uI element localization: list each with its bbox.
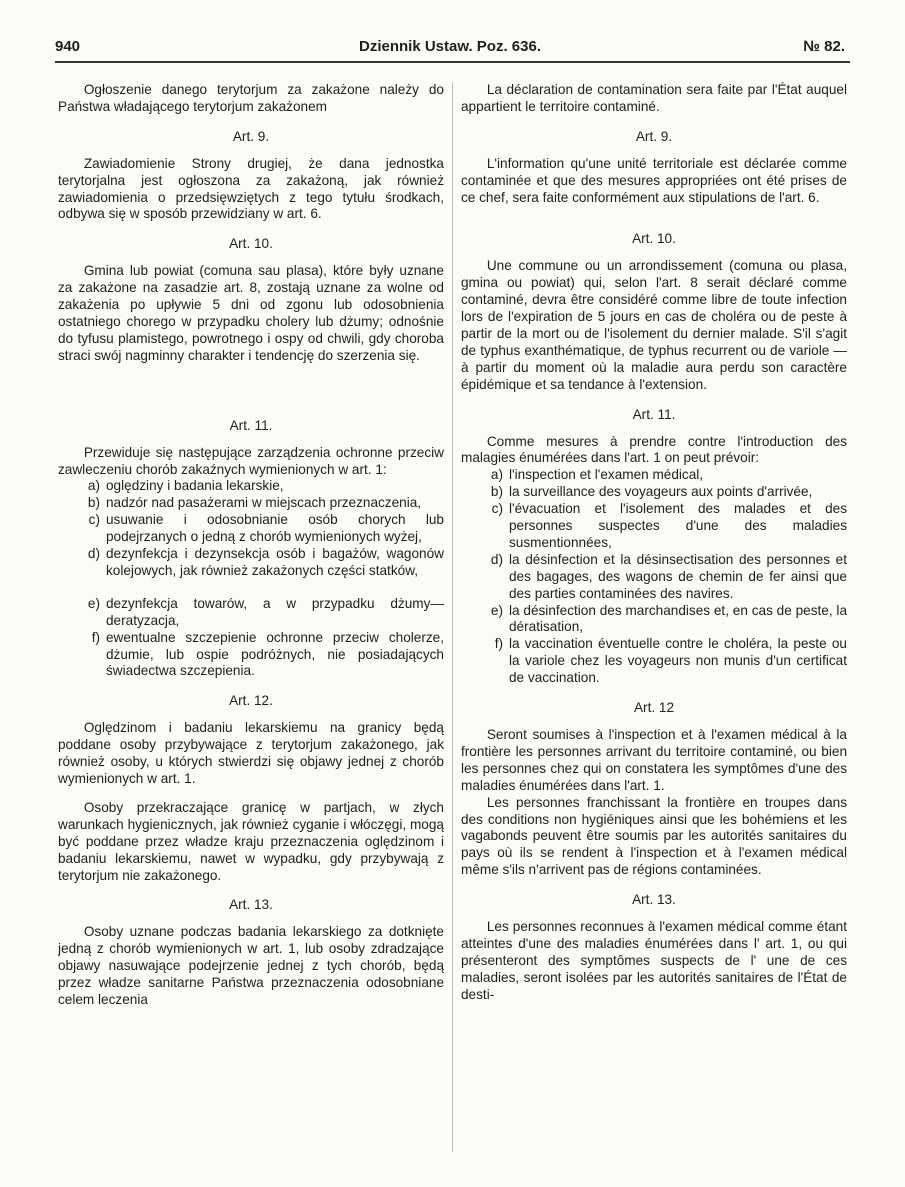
item-letter: b) — [490, 484, 503, 500]
intro-paragraph: Ogłoszenie danego terytorjum za zakażone należy do Państwa władającego terytorjum zakażonem — [58, 82, 444, 114]
article-heading: Art. 11. — [632, 406, 676, 422]
article-heading: Art. 11. — [229, 417, 273, 433]
article-paragraph: Une commune ou un arrondissement (comuna ou plasa, gmina ou powiat) qui, selon l'art. 8 serait déclaré comme contaminé, devra être considéré comme libre de toute infection lors de l'expiration de 5 jours en cas de choléra ou de peste à partir de la mort ou de l'isolement du dernier malade. S'il s'agit de typhus exanthématique, de typhus recurrent ou de variole — à partir du moment où la maladie aura perdu son caractère épidémique et sa tendance à l'extension. — [461, 258, 847, 392]
article-paragraph: Osoby uznane podczas badania lekarskiego za dotknięte jedną z chorób wymienionych w art. 1, lub osoby zdradzające objawy nasuwające podejrzenie jednej z tych chorób, będą przez władze sanitarne Państwa przeznaczenia odosobniane celem leczenia — [58, 924, 444, 1007]
list-item — [58, 630, 444, 681]
list-item — [58, 512, 444, 546]
article-paragraph: Comme mesures à prendre contre l'introduction des malagies énumérées dans l'art. 1 on peut prévoir: — [461, 433, 847, 466]
header-rule — [55, 61, 850, 63]
column-divider — [452, 82, 453, 1152]
list-item — [58, 596, 444, 630]
article-paragraph: L'information qu'une unité territoriale est déclarée comme contaminée et que des mesures appropriées ont été prises de ce chef, sera faite conformément aux stipulations de l'art. 6. — [461, 155, 847, 205]
article-paragraph: Seront soumises à l'inspection et à l'examen médical à la frontière les personnes arrivant du territoire contaminé, ou bien les personnes chez qui on constatera les symptômes d'une des maladies énumérées dans l'art. 1. — [461, 727, 847, 793]
item-letter: a) — [87, 478, 100, 494]
item-text: nadzór nad pasażerami w miejscach przeznaczenia, — [106, 495, 422, 511]
item-text: dezynfekcja i dezynsekcja osób i bagażów, wagonów kolejowych, jak również zakażonych części statków, — [106, 546, 444, 578]
measures-list — [58, 478, 444, 680]
item-text: ewentualne szczepienie ochronne przeciw cholerze, dżumie, lub ospie podróżnych, nie posiadających świadectwa szczepienia. — [106, 629, 444, 679]
item-text: dezynfekcja towarów, a w przypadku dżumy—deratyzacja, — [106, 595, 444, 628]
intro-paragraph: La déclaration de contamination sera faite par l'État auquel appartient le territoire contaminé. — [461, 82, 847, 114]
polish-column — [58, 82, 444, 1172]
item-letter: d) — [490, 551, 503, 567]
item-text: la désinfection et la désinsectisation des personnes et des bagages, des wagons de chemin de fer ainsi que des parties contaminées des navires. — [509, 551, 847, 601]
journal-title: Dziennik Ustaw. Poz. 636. — [359, 38, 541, 55]
item-letter: d) — [87, 546, 100, 562]
list-item — [461, 501, 847, 552]
article-paragraph: Les personnes franchissant la frontière en troupes dans des conditions non hygiéniques ainsi que les bohémiens et les vagabonds peuvent être soumis par les autorités sanitaires du pays où ils se rendent à l'inspection et à l'examen médical même s'ils n'arrivent pas de régions contaminées. — [461, 794, 847, 878]
list-item — [461, 552, 847, 603]
item-text: l'inspection et l'examen médical, — [509, 467, 704, 483]
list-item — [461, 467, 847, 484]
list-item — [461, 484, 847, 501]
list-item — [58, 546, 444, 580]
item-text: la surveillance des voyageurs aux points d'arrivée, — [509, 484, 813, 500]
item-letter: c) — [491, 501, 503, 517]
item-letter: e) — [490, 602, 503, 618]
measures-list — [461, 467, 847, 687]
item-letter: f) — [91, 629, 100, 645]
article-heading: Art. 13. — [632, 892, 676, 908]
item-text: la désinfection des marchandises et, en cas de peste, la dératisation, — [509, 602, 847, 635]
article-paragraph: Zawiadomienie Strony drugiej, że dana jednostka terytorjalna jest ogłoszona za zakażoną, jak również zawiadomienia o przedsięwziętych z tego tytułu środkach, odbywa się w sposób przewidziany w art. 6. — [58, 155, 444, 222]
page-number: 940 — [55, 38, 81, 55]
item-text: l'évacuation et l'isolement des malades et des personnes suspectes d'une des maladies susmentionnées, — [509, 501, 847, 550]
item-text: la vaccination éventuelle contre le choléra, la peste ou la variole chez les voyageurs non munis d'un certificat de vaccination. — [509, 636, 847, 686]
item-letter: c) — [88, 512, 100, 528]
article-heading: Art. 10. — [632, 231, 676, 247]
page-header — [55, 38, 845, 58]
article-heading: Art. 13. — [229, 897, 273, 913]
article-paragraph: Oględzinom i badaniu lekarskiemu na granicy będą poddane osoby przybywające z terytorjum zakażonego, jak również osoby, u których stwierdzi się objawy jednej z chorób wymienionych w art. 1. — [58, 720, 444, 786]
item-letter: a) — [490, 467, 503, 483]
french-column — [461, 82, 847, 1172]
article-paragraph: Gmina lub powiat (comuna sau plasa), które były uznane za zakażone na zasadzie art. 8, zostają uznane za wolne od zakażenia po upływie 5 dni od zgonu lub odosobnienia ostatniego chorego w przypadku cholery lub dżumy; odnośnie do tyfusu plamistego, powrotnego i ospy od chwili, gdy choroba straci swój nagminny charakter i tendencję do szerzenia się. — [58, 263, 444, 363]
article-heading: Art. 10. — [229, 236, 273, 252]
article-heading: Art. 12. — [229, 693, 273, 709]
item-text: oględziny i badania lekarskie, — [106, 478, 284, 494]
item-letter: f) — [494, 636, 503, 652]
list-item — [461, 636, 847, 687]
article-heading: Art. 9. — [635, 128, 673, 144]
article-heading: Art. 12 — [633, 700, 675, 716]
issue-number: № 82. — [803, 38, 845, 55]
article-paragraph: Les personnes reconnues à l'examen médical comme étant atteintes d'une des maladies énumérées dans l' art. 1, ou qui présenteront des symptômes suspects de l' une de ces maladies, seront isolées par les autorités sanitaires de l'État de desti- — [461, 919, 847, 1002]
article-paragraph: Przewiduje się następujące zarządzenia ochronne przeciw zawleczeniu chorób zakaźnych wymienionych w art. 1: — [58, 444, 444, 477]
article-paragraph: Osoby przekraczające granicę w partjach, w złych warunkach hygienicznych, jak również cyganie i włóczęgi, mogą być poddane przez władze kraju przeznaczenia oględzinom i badaniu lekarskiemu, nawet w wypadku, gdy przybywają z terytorjum nie zakażonego. — [58, 799, 444, 883]
list-item — [461, 603, 847, 637]
list-item — [58, 495, 444, 512]
item-text: usuwanie i odosobnianie osób chorych lub podejrzanych o jedną z chorób wymienionych wyżej, — [106, 512, 444, 545]
article-heading: Art. 9. — [232, 128, 270, 144]
item-letter: b) — [87, 495, 100, 511]
list-item — [58, 478, 444, 495]
item-letter: e) — [87, 595, 100, 611]
